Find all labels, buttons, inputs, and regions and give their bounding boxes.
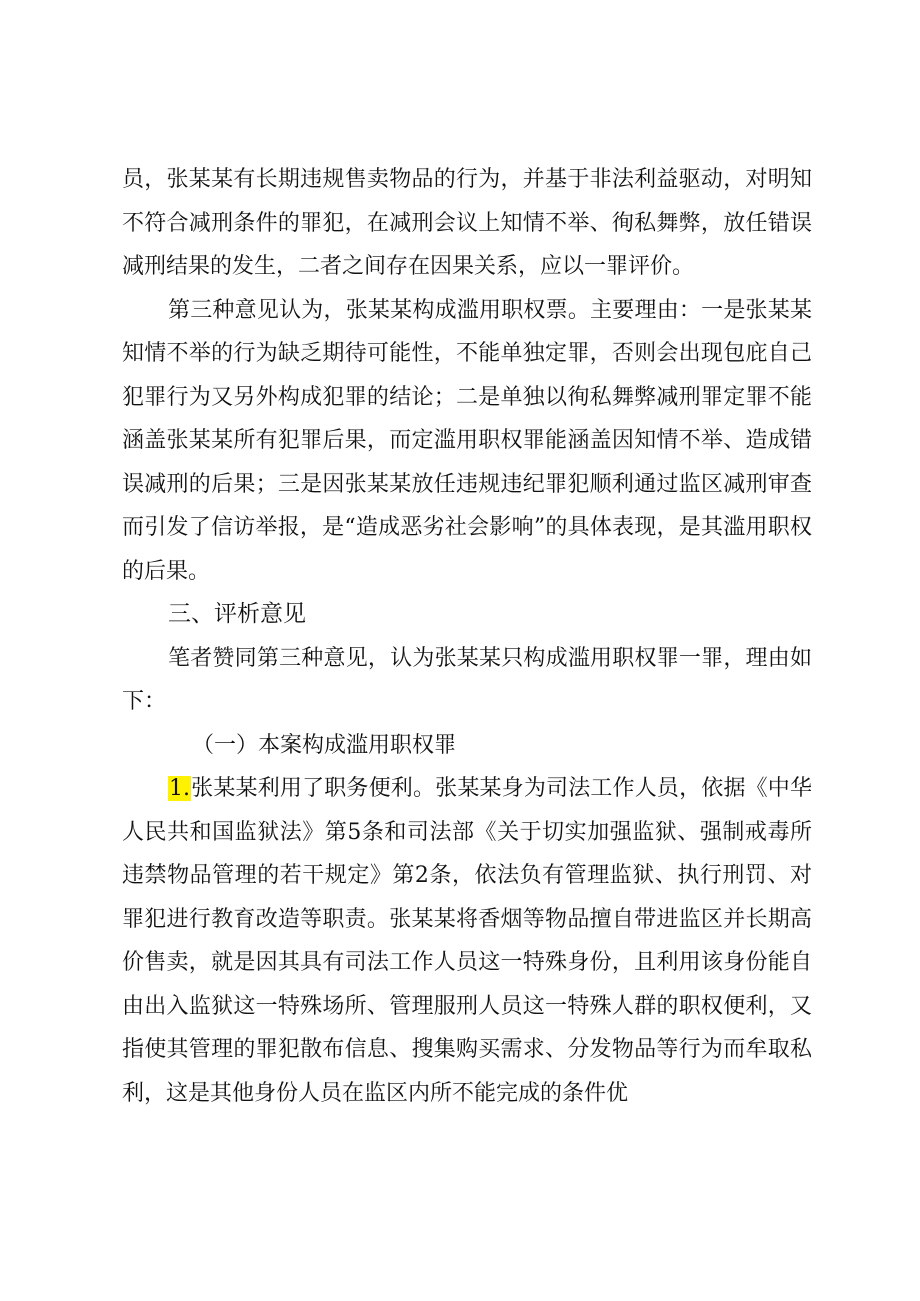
item-number-highlight: 1. bbox=[169, 776, 190, 801]
section-heading: 三、评析意见 bbox=[168, 601, 306, 627]
paragraph-third-opinion: 第三种意见认为，张某某构成滥用职权票。主要理由：一是张某某知情不举的行为缺乏期待可能性，不能单独定罪，否则会出现包庇自己犯罪行为又另外构成犯罪的结论；二是单独以徇私舞弊减刑罪定罪不能涵盖张某某所有犯罪后果，而定滥用职权罪能涵盖因知情不举、造成错误减刑的后果；三是因张某某放任违规违纪罪犯顺利通过监区减刑审查而引发了信访举报，是“造成恶劣社会影响”的具体表现，是其滥用职权的后果。 bbox=[122, 297, 812, 584]
paragraph-item-1 bbox=[122, 767, 812, 1115]
paragraph-author-view: 笔者赞同第三种意见，认为张某某只构成滥用职权罪一罪，理由如下： bbox=[122, 645, 812, 714]
item-1-text: 张某某利用了职务便利。张某某身为司法工作人员，依据《中华人民共和国监狱法》第5条和司法部《关于切实加强监狱、强制戒毒所违禁物品管理的若干规定》第2条，依法负有管理监狱、执行刑罚、对罪犯进行教育改造等职责。张某某将香烟等物品擅自带进监区并长期高价售卖，就是因其具有司法工作人员这一特殊身份，且利用该身份能自由出入监狱这一特殊场所、管理服刑人员这一特殊人群的职权便利，又指使其管理的罪犯散布信息、搜集购买需求、分发物品等行为而牟取私利，这是其他身份人员在监区内所不能完成的条件优 bbox=[122, 776, 812, 1106]
paragraph-continuation: 员，张某某有长期违规售卖物品的行为，并基于非法利益驱动，对明知不符合减刑条件的罪犯，在减刑会议上知情不举、徇私舞弊，放任错误减刑结果的发生，二者之间存在因果关系，应以一罪评价。 bbox=[122, 167, 812, 279]
document-body bbox=[122, 158, 812, 1115]
subheading-abuse-of-power: （一）本案构成滥用职权罪 bbox=[192, 732, 457, 758]
